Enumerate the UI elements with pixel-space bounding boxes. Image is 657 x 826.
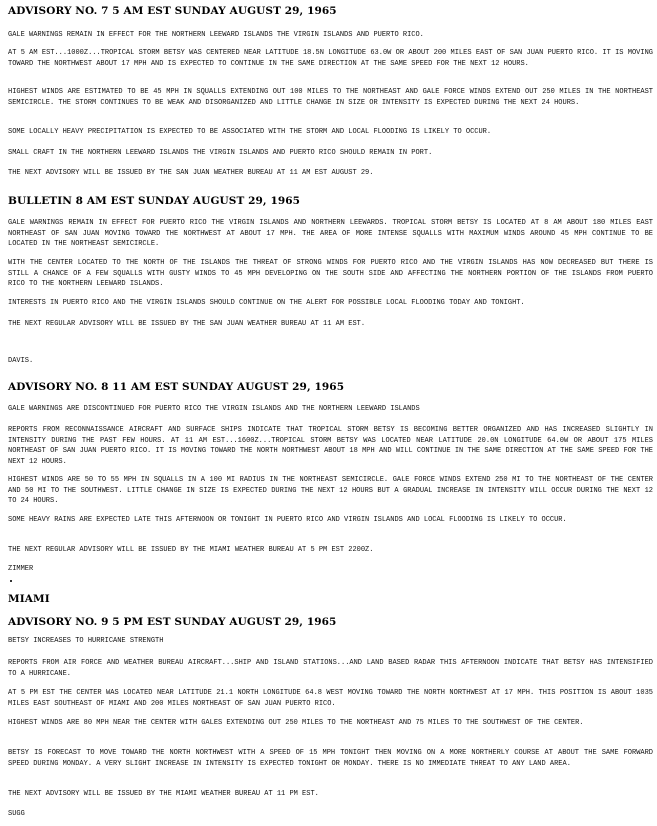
bulletin-paragraph-4: THE NEXT REGULAR ADVISORY WILL BE ISSUED BY THE SAN JUAN WEATHER BUREAU AT 11 AM EST. (8, 320, 366, 328)
advisory-8-paragraph-3: HIGHEST WINDS ARE 50 TO 55 MPH IN SQUALLS IN A 100 MI RADIUS IN THE NORTHEAST SEMICIRCLE. GALE FORCE WINDS EXTEND 250 MI TO THE NORTHEAST OF THE CENTER AND 50 MI TO THE SOUTHWEST. LITTLE CHANGE IN SIZE IS EXPECTED DURING THE NEXT 12 HOURS BUT A GRADUAL INCREASE IN INTENSITY WILL OCCUR DURING THE NEXT 12 TO 24 HOURS. (8, 476, 653, 505)
advisory-9-paragraph-5: BETSY IS FORECAST TO MOVE TOWARD THE NORTH NORTHWEST WITH A SPEED OF 15 MPH TONIGHT THEN MOVING ON A MORE NORTHERLY COURSE AT ABOUT THE SAME FORWARD SPEED DURING MONDAY. A VERY SLIGHT INCREASE IN INTENSITY IS EXPECTED TONIGHT OR MONDAY. THERE IS NO IMMEDIATE THREAT TO ANY LAND AREA. (8, 749, 653, 768)
advisory-8-signature: ZIMMER (8, 565, 34, 573)
bulletin-paragraph-2: WITH THE CENTER LOCATED TO THE NORTH OF THE ISLANDS THE THREAT OF STRONG WINDS FOR PUERTO RICO AND THE VIRGIN ISLANDS HAS NOW DECREASED BUT THERE IS STILL A CHANCE OF A FEW SQUALLS WITH GUSTY WINDS TO 45 MPH DEVELOPING ON THE SOUTH SIDE AND AFFECTING THE NORTHERN PORTION OF THE ISLANDS FROM PUERTO RICO TO THE NORTHERN LEEWARD ISLANDS. (8, 259, 653, 288)
advisory-9-paragraph-4: HIGHEST WINDS ARE 80 MPH NEAR THE CENTER WITH GALES EXTENDING OUT 250 MILES TO THE NORTHEAST AND 75 MILES TO THE SOUTHWEST OF THE CENTER. (8, 719, 584, 727)
stray-mark (10, 580, 12, 582)
advisory-7-paragraph-6: THE NEXT ADVISORY WILL BE ISSUED BY THE SAN JUAN WEATHER BUREAU AT 11 AM EST AUGUST 29. (8, 169, 374, 177)
bulletin-paragraph-1: GALE WARNINGS REMAIN IN EFFECT FOR PUERTO RICO THE VIRGIN ISLANDS AND NORTHERN LEEWARDS. TROPICAL STORM BETSY IS LOCATED AT 8 AM ABOUT 180 MILES EAST NORTHEAST OF SAN JUAN MOVING TOWARD THE NORTHWEST AT ABOUT 17 MPH. THE AREA OF MORE INTENSE SQUALLS WITH MAXIMUM WINDS AROUND 45 MPH CONTINUE TO BE LOCATED IN THE NORTHEAST SEMICIRCLE. (8, 219, 653, 248)
advisory-7-paragraph-1: GALE WARNINGS REMAIN IN EFFECT FOR THE NORTHERN LEEWARD ISLANDS THE VIRGIN ISLANDS AND PUERTO RICO. (8, 31, 424, 39)
miami-label: MIAMI (8, 593, 50, 605)
advisory-9-signature: SUGG (8, 810, 25, 818)
advisory-8-heading: ADVISORY NO. 8 11 AM EST SUNDAY AUGUST 29, 1965 (8, 381, 345, 393)
bulletin-signature: DAVIS. (8, 357, 34, 365)
advisory-7-paragraph-3: HIGHEST WINDS ARE ESTIMATED TO BE 45 MPH IN SQUALLS EXTENDING OUT 100 MILES TO THE NORTHEAST AND GALE FORCE WINDS EXTEND OUT 250 MILES IN THE NORTHEAST SEMICIRCLE. THE STORM CONTINUES TO BE WEAK AND DISORGANIZED AND LITTLE CHANGE IN SIZE OR INTENSITY IS EXPECTED DURING THE NEXT 24 HOURS. (8, 88, 653, 107)
advisory-9-paragraph-1: BETSY INCREASES TO HURRICANE STRENGTH (8, 637, 164, 645)
bulletin-paragraph-3: INTERESTS IN PUERTO RICO AND THE VIRGIN ISLANDS SHOULD CONTINUE ON THE ALERT FOR POSSIBLE LOCAL FLOODING TODAY AND TONIGHT. (8, 299, 525, 307)
bulletin-heading: BULLETIN 8 AM EST SUNDAY AUGUST 29, 1965 (8, 195, 301, 207)
advisory-7-paragraph-2: AT 5 AM EST...1000Z...TROPICAL STORM BETSY WAS CENTERED NEAR LATITUDE 18.5N LONGITUDE 63.0W OR ABOUT 200 MILES EAST OF SAN JUAN PUERTO RICO. IT IS MOVING TOWARD THE NORTHWEST ABOUT 17 MPH AND IS EXPECTED TO CONTINUE IN THE SAME DIRECTION AT THE SAME SPEED FOR THE NEXT 12 HOURS. (8, 49, 653, 68)
advisory-9-paragraph-6: THE NEXT ADVISORY WILL BE ISSUED BY THE MIAMI WEATHER BUREAU AT 11 PM EST. (8, 790, 319, 798)
advisory-7-heading: ADVISORY NO. 7 5 AM EST SUNDAY AUGUST 29, 1965 (8, 5, 337, 17)
advisory-9-heading: ADVISORY NO. 9 5 PM EST SUNDAY AUGUST 29, 1965 (8, 616, 337, 628)
advisory-9-paragraph-2: REPORTS FROM AIR FORCE AND WEATHER BUREAU AIRCRAFT...SHIP AND ISLAND STATIONS...AND LAND BASED RADAR THIS AFTERNOON INDICATE THAT BETSY HAS INTENSIFIED TO A HURRICANE. (8, 659, 653, 678)
advisory-8-paragraph-5: THE NEXT REGULAR ADVISORY WILL BE ISSUED BY THE MIAMI WEATHER BUREAU AT 5 PM EST 2200Z. (8, 546, 374, 554)
advisory-7-paragraph-4: SOME LOCALLY HEAVY PRECIPITATION IS EXPECTED TO BE ASSOCIATED WITH THE STORM AND LOCAL FLOODING IS LIKELY TO OCCUR. (8, 128, 492, 136)
advisory-9-paragraph-3: AT 5 PM EST THE CENTER WAS LOCATED NEAR LATITUDE 21.1 NORTH LONGITUDE 64.8 WEST MOVING TOWARD THE NORTH NORTHWEST AT 17 MPH. THIS POSITION IS ABOUT 1035 MILES EAST SOUTHEAST OF MIAMI AND 200 MILES NORTHEAST OF SAN JUAN PUERTO RICO. (8, 689, 653, 708)
advisory-8-paragraph-1: GALE WARNINGS ARE DISCONTINUED FOR PUERTO RICO THE VIRGIN ISLANDS AND THE NORTHERN LEEWARD ISLANDS (8, 405, 420, 413)
advisory-8-paragraph-4: SOME HEAVY RAINS ARE EXPECTED LATE THIS AFTERNOON OR TONIGHT IN PUERTO RICO AND VIRGIN ISLANDS AND LOCAL FLOODING IS LIKELY TO OCCUR. (8, 516, 567, 524)
advisory-8-paragraph-2: REPORTS FROM RECONNAISSANCE AIRCRAFT AND SURFACE SHIPS INDICATE THAT TROPICAL STORM BETSY IS BECOMING BETTER ORGANIZED AND HAS INCREASED SLIGHTLY IN INTENSITY DURING THE PAST FEW HOURS. AT 11 AM EST...1600Z...TROPICAL STORM BETSY WAS LOCATED NEAR LATITUDE 20.0N LONGITUDE 64.0W OR ABOUT 175 MILES NORTHEAST OF SAN JUAN PUERTO RICO. IT IS MOVING TOWARD THE NORTH NORTHWEST ABOUT 18 MPH AND WILL CONTINUE IN THE SAME DIRECTION AT THE SAME SPEED FOR THE NEXT 12 HOURS. (8, 426, 653, 466)
advisory-7-paragraph-5: SMALL CRAFT IN THE NORTHERN LEEWARD ISLANDS THE VIRGIN ISLANDS AND PUERTO RICO SHOULD REMAIN IN PORT. (8, 149, 433, 157)
